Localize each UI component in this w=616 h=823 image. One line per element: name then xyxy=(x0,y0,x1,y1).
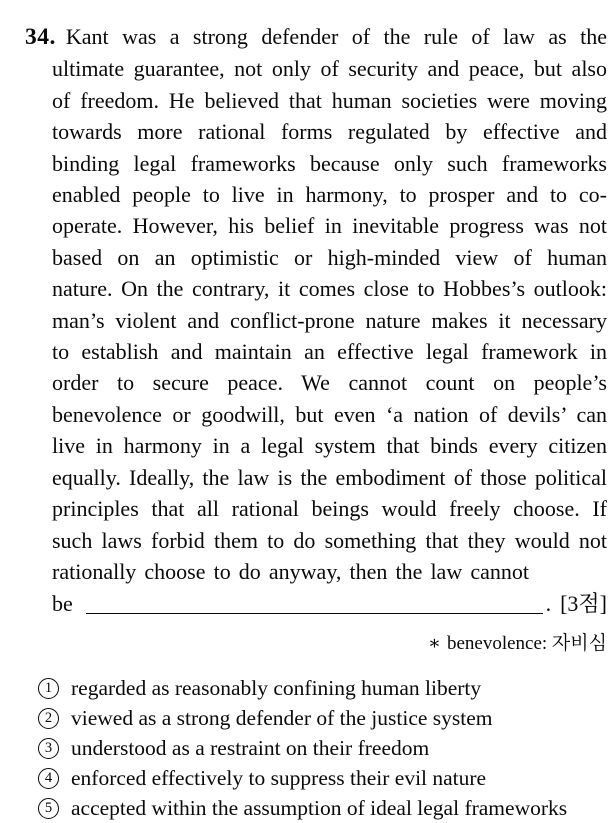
option-text: regarded as reasonably confining human liberty xyxy=(71,675,482,700)
question-number: 34. xyxy=(25,24,56,50)
passage-text: Kant was a strong defender of the rule of law as the ultimate guarantee, not only of security and peace, but also of freedom. He believed that human societies were moving towards more rational forms regulated by effective and binding legal frameworks because only such frameworks enabled people to live in harmony, to prosper and to co-operate. However, his belief in inevitable progress was not based on an optimistic or high-minded view of human nature. On the contrary, it comes close to Hobbes’s outlook: man’s violent and conflict-prone nature makes it necessary to establish and maintain an effective legal framework in order to secure peace. We cannot count on people’s benevolence or goodwill, but even ‘a nation of devils’ can live in harmony in a legal system that binds every citizen equally. Ideally, the law is the embodiment of those political principles that all rational beings would freely choose. If such laws forbid them to do something that they would not rationally choose to do anyway, then the law cannot xyxy=(52,24,607,584)
blank-line xyxy=(52,587,607,619)
footnote-text: benevolence: 자비심 xyxy=(446,633,607,655)
passage-paragraph xyxy=(25,21,607,587)
score-badge: [3점] xyxy=(560,590,607,616)
option-text: accepted within the assumption of ideal legal frameworks xyxy=(71,795,568,820)
question-block xyxy=(25,21,607,656)
option-row-1[interactable] xyxy=(38,673,607,703)
asterisk-icon: ∗ xyxy=(428,633,441,655)
answer-options xyxy=(38,673,607,823)
blank-suffix: . xyxy=(545,590,552,616)
option-row-4[interactable] xyxy=(38,763,607,793)
blank-prefix: be xyxy=(52,590,73,616)
footnote xyxy=(25,632,607,656)
circled-number-icon: 1 xyxy=(38,678,59,699)
circled-number-icon: 2 xyxy=(38,708,59,729)
circled-number-icon: 4 xyxy=(38,768,59,789)
option-text: viewed as a strong defender of the justice system xyxy=(71,705,493,730)
option-row-2[interactable] xyxy=(38,703,607,733)
option-row-5[interactable] xyxy=(38,793,607,823)
option-row-3[interactable] xyxy=(38,733,607,763)
option-text: understood as a restraint on their freedom xyxy=(71,735,430,760)
option-text: enforced effectively to suppress their evil nature xyxy=(71,765,487,790)
answer-blank xyxy=(86,613,543,614)
circled-number-icon: 3 xyxy=(38,738,59,759)
circled-number-icon: 5 xyxy=(38,798,59,819)
